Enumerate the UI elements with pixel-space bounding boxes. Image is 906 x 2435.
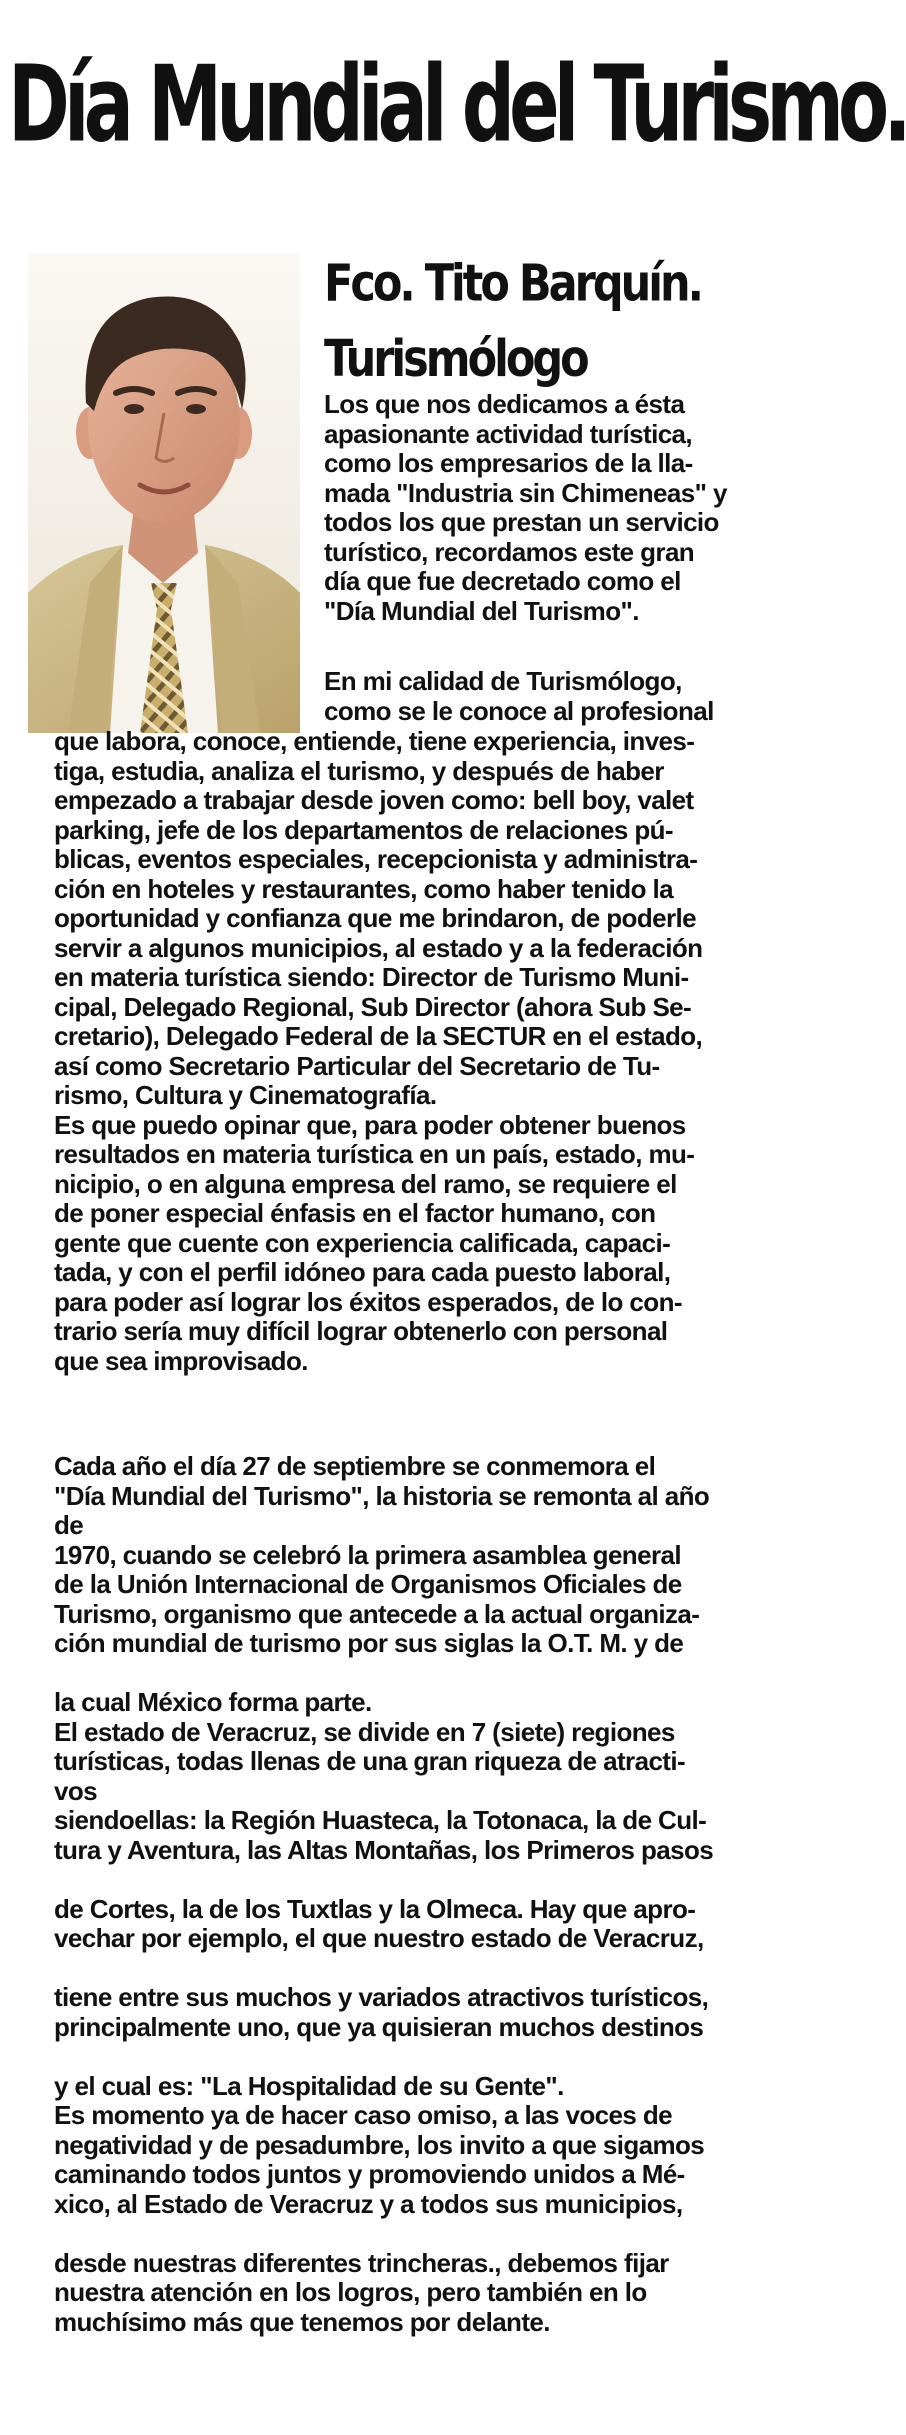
text-line: día que fue decretado como el <box>324 566 681 596</box>
text-line: de <box>54 1510 84 1540</box>
text-line: la cual México forma parte. <box>54 1687 372 1717</box>
author-byline <box>324 246 784 397</box>
author-name: Fco. Tito Barquín. <box>324 254 701 314</box>
text-line: tiga, estudia, analiza el turismo, y después de haber <box>54 755 664 786</box>
text-line: nicipio, o en alguna empresa del ramo, se requiere el <box>54 1168 677 1199</box>
text-line: muchísimo más que tenemos por delante. <box>54 2306 550 2337</box>
blank-line <box>54 1954 776 1984</box>
text-line: tiene entre sus muchos y variados atractivos turísticos, <box>54 1982 709 2012</box>
text-line: gente que cuente con experiencia calificada, capaci- <box>54 1227 671 1258</box>
body-paragraphs <box>54 727 776 1376</box>
text-line: todos los que prestan un servicio <box>324 507 719 537</box>
text-line: tura y Aventura, las Altas Montañas, los Primeros pasos <box>54 1834 714 1865</box>
text-line: turístico, recordamos este gran <box>324 536 695 567</box>
text-line: Es momento ya de hacer caso omiso, a las voces de <box>54 2100 672 2130</box>
text-line: de la Unión Internacional de Organismos Oficiales de <box>54 1569 682 1599</box>
text-line: de poner especial énfasis en el factor humano, con <box>54 1198 656 1228</box>
text-line: como los empresarios de la lla- <box>324 448 693 478</box>
text-line: xico, al Estado de Veracruz y a todos sus municipios, <box>54 2188 683 2219</box>
text-line: ción mundial de turismo por sus siglas la O.T. M. y de <box>54 1628 684 1658</box>
text-line: apasionante actividad turística, <box>324 418 693 449</box>
text-line: Es que puedo opinar que, para poder obtener buenos <box>54 1109 686 1140</box>
text-line: ción en hoteles y restaurantes, como haber tenido la <box>54 873 673 904</box>
text-line: "Día Mundial del Turismo". <box>324 595 639 626</box>
author-photo-drawing <box>28 253 300 733</box>
author-role: Turismólogo <box>324 329 587 389</box>
text-line: caminando todos juntos y promoviendo unidos a Mé- <box>54 2159 685 2189</box>
text-line: vechar por ejemplo, el que nuestro estado de Veracruz, <box>54 1923 704 1953</box>
text-line: parking, jefe de los departamentos de relaciones pú- <box>54 814 673 845</box>
text-line: resultados en materia turística en un país, estado, mu- <box>54 1139 695 1169</box>
text-line: en materia turística siendo: Director de Turismo Muni- <box>54 962 689 992</box>
text-line: blicas, eventos especiales, recepcionista y administra- <box>54 844 698 874</box>
intro-paragraph <box>324 390 776 626</box>
text-line: oportunidad y confianza que me brindaron, de poderle <box>54 903 696 933</box>
text-line: En mi calidad de Turismólogo, <box>324 666 682 696</box>
text-line: principalmente uno, que ya quisieran muchos destinos <box>54 2011 704 2042</box>
text-line: empezado a trabajar desde joven como: bell boy, valet <box>54 785 694 815</box>
text-line: vos <box>54 1775 98 1806</box>
article-title: Día Mundial del Turismo. <box>8 42 906 166</box>
blank-line <box>54 1659 776 1689</box>
text-line: y el cual es: "La Hospitalidad de su Gente". <box>54 2070 564 2101</box>
text-line: 1970, cuando se celebró la primera asamblea general <box>54 1539 681 1570</box>
blank-line <box>54 2219 776 2249</box>
text-line: que labora, conoce, entiende, tiene experiencia, inves- <box>54 726 695 756</box>
text-line: mada "Industria sin Chimeneas" y <box>324 477 727 508</box>
text-line: Cada año el día 27 de septiembre se conmemora el <box>54 1451 656 1481</box>
text-line: cretario), Delegado Federal de la SECTUR en el estado, <box>54 1021 703 1051</box>
text-line: Los que nos dedicamos a ésta <box>324 389 685 419</box>
text-line: como se le conoce al profesional <box>324 695 714 726</box>
text-line: cipal, Delegado Regional, Sub Director (ahora Sub Se- <box>54 991 692 1022</box>
text-line: negatividad y de pesadumbre, los invito a que sigamos <box>54 2129 705 2160</box>
text-line: servir a algunos municipios, al estado y a la federación <box>54 932 703 963</box>
text-line: desde nuestras diferentes trincheras., debemos fijar <box>54 2247 669 2278</box>
text-line: Turismo, organismo que antecede a la actual organiza- <box>54 1598 700 1629</box>
blank-line <box>54 2042 776 2072</box>
calidad-paragraph-head <box>324 667 776 726</box>
text-line: "Día Mundial del Turismo", la historia se remonta al año <box>54 1480 710 1511</box>
text-line: trario sería muy difícil lograr obtenerlo con personal <box>54 1316 668 1346</box>
text-line: de Cortes, la de los Tuxtlas y la Olmeca. Hay que apro- <box>54 1893 696 1924</box>
blank-line <box>54 1865 776 1895</box>
text-line: tada, y con el perfil idóneo para cada puesto laboral, <box>54 1257 671 1287</box>
text-line: así como Secretario Particular del Secretario de Tu- <box>54 1050 660 1081</box>
text-line: que sea improvisado. <box>54 1345 308 1376</box>
author-photo <box>28 253 300 733</box>
text-line: rismo, Cultura y Cinematografía. <box>54 1080 437 1110</box>
text-line: nuestra atención en los logros, pero también en lo <box>54 2277 647 2307</box>
text-line: turísticas, todas llenas de una gran riqueza de atracti- <box>54 1746 686 1776</box>
closing-paragraphs <box>54 1452 776 2337</box>
text-line: para poder así lograr los éxitos esperados, de lo con- <box>54 1286 682 1317</box>
text-line: siendoellas: la Región Huasteca, la Totonaca, la de Cul- <box>54 1805 707 1835</box>
text-line: El estado de Veracruz, se divide en 7 (siete) regiones <box>54 1716 675 1747</box>
